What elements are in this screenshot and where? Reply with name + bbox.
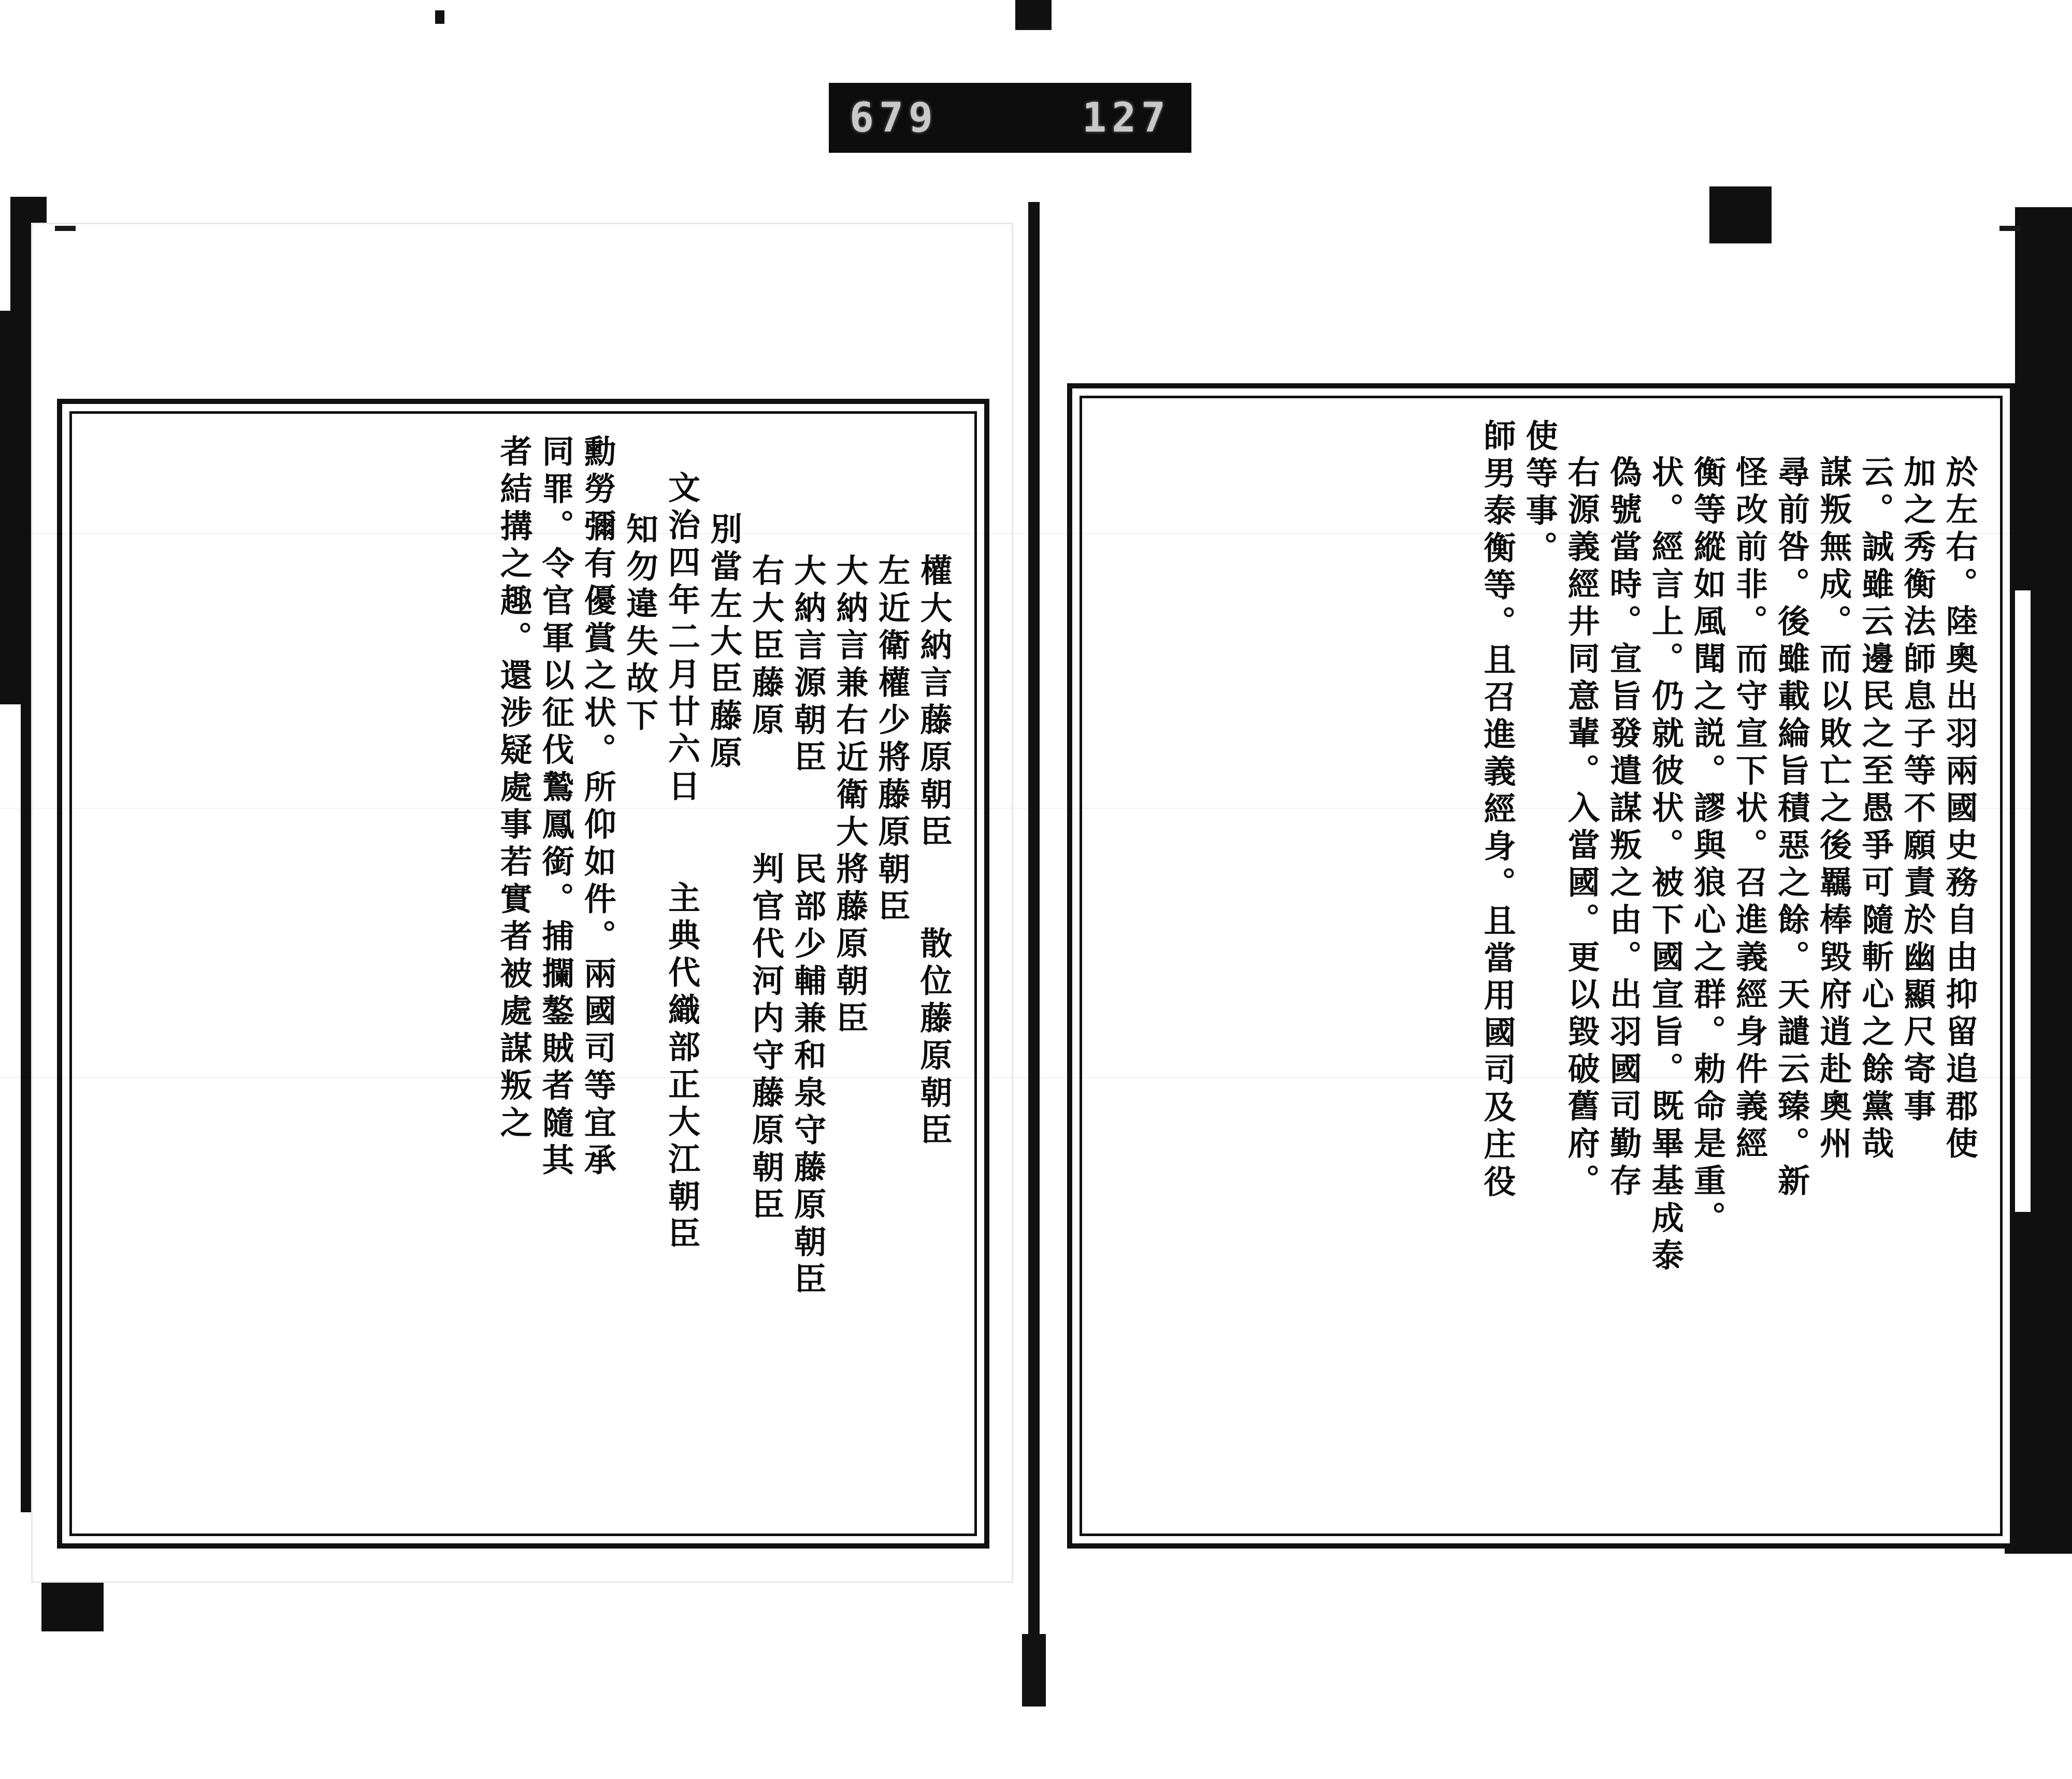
text-column: 使等事。	[1520, 419, 1559, 568]
text-column: 偽號當時。宣旨發遣謀叛之由。出羽國司勤存	[1604, 455, 1643, 1201]
right-page-columns	[1448, 398, 2000, 1534]
right-page-panel	[1067, 383, 2015, 1549]
text-column: 左近衛權少將藤原朝臣	[872, 554, 911, 927]
film-gutter-bar	[1028, 202, 1040, 1704]
text-column: 文治四年二月廿六日 主典代織部正大江朝臣	[663, 471, 701, 1254]
text-column: 師男泰衡等。且召進義經身。且當用國司及庄役	[1478, 419, 1516, 1202]
left-page-panel	[57, 399, 989, 1549]
text-column: 謀叛無成。而以敗亡之後羈棒毀府逍赴奧州	[1814, 455, 1852, 1164]
text-column: 右源義經井同意輩。入當國。更以毀破舊府。	[1562, 455, 1601, 1201]
frame-counter-left: 679	[850, 94, 938, 141]
film-speck-top-center	[1015, 0, 1052, 30]
left-page-columns	[465, 414, 974, 1534]
film-edge-blob-right-upper	[2015, 207, 2072, 590]
text-column: 加之秀衡法師息子等不願責於幽顯尺寄事	[1898, 455, 1936, 1126]
film-speck-top-left	[435, 10, 444, 24]
text-column: 勳勞彌有優賞之状。所仰如件。兩國司等宜承	[579, 435, 617, 1180]
text-column: 尋前咎。後雖載綸旨積惡之餘。天譴云臻。新	[1772, 455, 1810, 1201]
text-column: 状。經言上。仍就彼状。被下國宣旨。既畢基成泰	[1646, 455, 1685, 1276]
film-edge-blob-right-mid	[2031, 590, 2072, 1212]
film-tick-right	[1999, 226, 2020, 231]
frame-counter	[829, 83, 1191, 153]
text-column: 衡等縱如風聞之説。謬與狼心之群。勅命是重。	[1688, 455, 1726, 1238]
text-column: 於左右。陸奧出羽兩國史務自由抑留追郡使	[1940, 455, 1978, 1164]
right-page-text-block	[1080, 396, 2003, 1536]
text-column: 右大臣藤原 判官代河内守藤原朝臣	[746, 554, 785, 1225]
text-column: 知勿違失故下	[621, 512, 659, 736]
text-column: 大納言源朝臣 民部少輔兼和泉守藤原朝臣	[788, 554, 827, 1299]
text-column: 大納言兼右近衛大將藤原朝臣	[830, 554, 869, 1038]
film-gutter-bar-foot	[1022, 1634, 1046, 1706]
text-column: 同罪。令官軍以征伐鷙鳳銜。捕攔鏊賊者隨其	[537, 435, 575, 1180]
frame-counter-right: 127	[1082, 94, 1171, 141]
text-column: 別當左大臣藤原	[704, 512, 743, 773]
text-column: 云。誠雖云邊民之至愚爭可隨斬心之餘黨哉	[1856, 455, 1894, 1164]
text-column: 權大納言藤原朝臣 散位藤原朝臣	[915, 554, 953, 1150]
text-column: 者結搆之趣。還涉疑處事若實者被處謀叛之	[495, 435, 533, 1143]
scan-rule	[0, 533, 2072, 534]
scan-rule	[0, 1077, 2072, 1078]
text-column: 怪改前非。而守宣下状。召進義經身件義經	[1730, 455, 1768, 1164]
film-tick-left	[55, 226, 76, 231]
film-edge-blob-right-top	[1709, 186, 1772, 243]
left-page-text-block	[69, 411, 977, 1536]
